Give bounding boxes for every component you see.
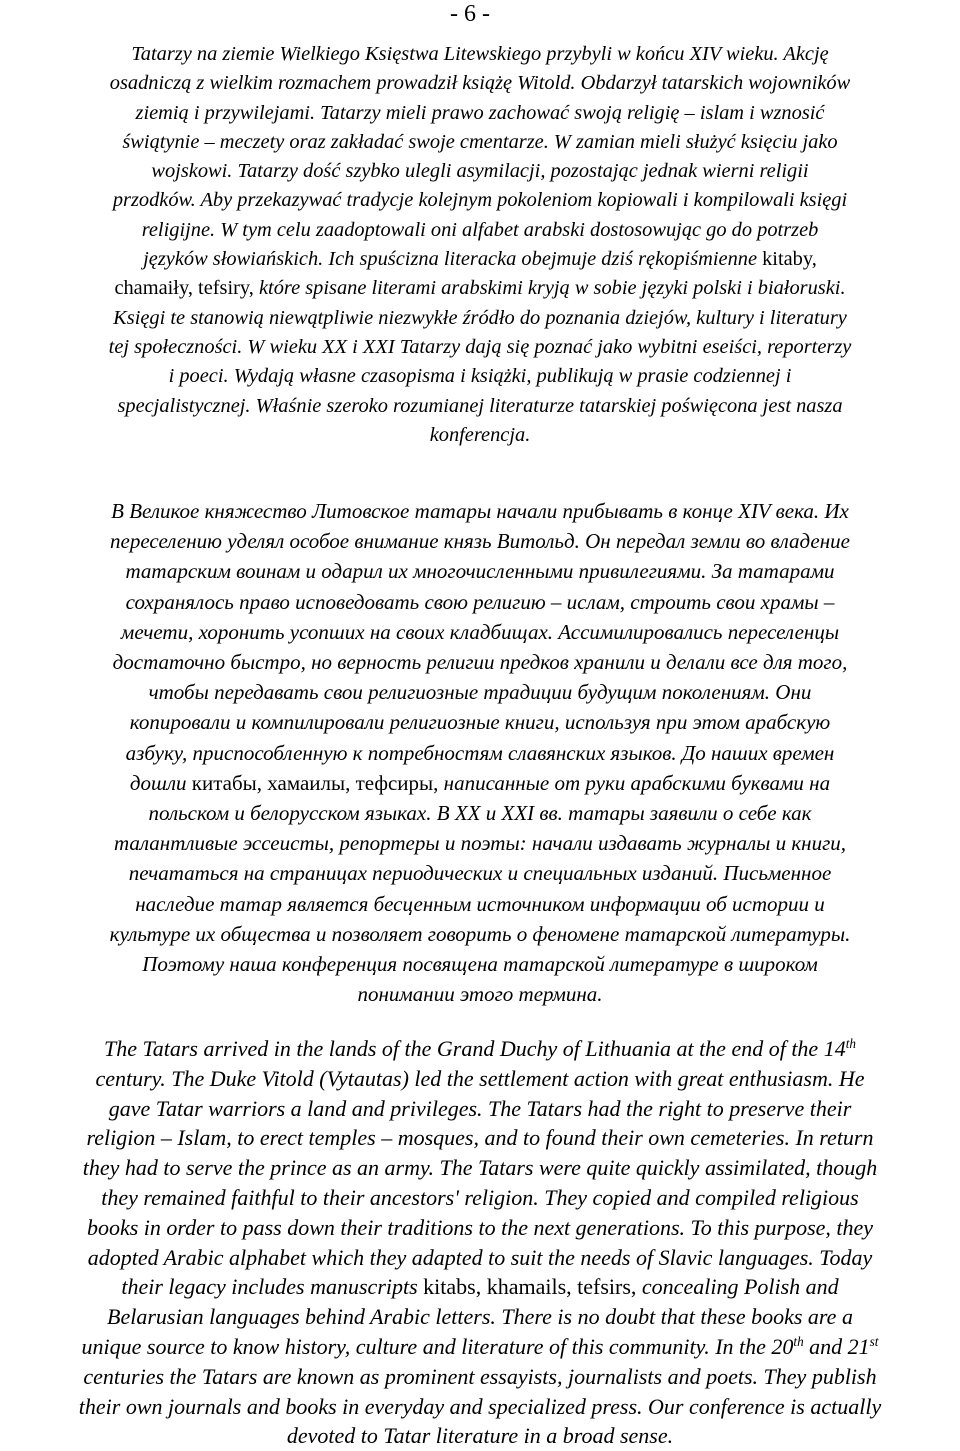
text-run: копировали и компилировали религиозные книги, используя при этом арабскую bbox=[129, 710, 831, 735]
polish-line bbox=[0, 392, 960, 421]
text-run: unique source to know history, culture and literature of this community. In the 20 bbox=[81, 1333, 794, 1359]
russian-line bbox=[0, 979, 960, 1009]
text-run: kitabs, khamails, tefsirs, bbox=[423, 1274, 637, 1300]
russian-line bbox=[0, 556, 960, 586]
english-line bbox=[0, 1034, 960, 1064]
english-line bbox=[0, 1302, 960, 1332]
text-run: konferencja. bbox=[429, 423, 531, 446]
text-run: osadniczą z wielkim rozmachem prowadził książę Witold. Obdarzył tatarskich wojowników bbox=[109, 72, 851, 95]
polish-line bbox=[0, 216, 960, 245]
paragraph-english bbox=[0, 1034, 960, 1451]
text-run: польском и белорусском языках. В XX и XXI вв. татары заявили о себе как bbox=[148, 801, 812, 826]
polish-line bbox=[0, 186, 960, 215]
text-run: Księgi te stanowią niewątpliwie niezwykłe źródło do poznania dziejów, kultury i literatury bbox=[113, 306, 847, 329]
text-run: печататься на страницах периодических и специальных изданий. Письменное bbox=[128, 861, 832, 886]
superscript: th bbox=[793, 1334, 804, 1350]
text-run: chamaiły, tefsiry, bbox=[114, 277, 254, 300]
text-run: i poeci. Wydają własne czasopisma i książki, publikują w prasie codziennej i bbox=[168, 365, 792, 388]
english-line bbox=[0, 1123, 960, 1153]
superscript: th bbox=[845, 1036, 856, 1052]
polish-line bbox=[0, 421, 960, 450]
text-run: które spisane literami arabskimi kryją w sobie języki polski i białoruski. bbox=[253, 277, 846, 300]
english-line bbox=[0, 1094, 960, 1124]
english-line bbox=[0, 1272, 960, 1302]
text-run: сохранялось право исповедовать свою религию – ислам, строить свои храмы – bbox=[125, 589, 835, 614]
english-line bbox=[0, 1064, 960, 1094]
text-run: religion – Islam, to erect temples – mosques, and to found their own cemeteries. In return bbox=[86, 1125, 874, 1151]
text-run: świątynie – meczety oraz zakładać swoje cmentarze. W zamian mieli służyć księciu jako bbox=[122, 130, 838, 153]
english-line bbox=[0, 1213, 960, 1243]
english-line bbox=[0, 1392, 960, 1422]
russian-line bbox=[0, 647, 960, 677]
text-run: Поэтому наша конференция посвящена татарской литературе в широком bbox=[142, 952, 818, 977]
russian-line bbox=[0, 677, 960, 707]
page-number: - 6 - bbox=[450, 1, 490, 27]
russian-line bbox=[0, 707, 960, 737]
text-run: написанные от руки арабскими буквами на bbox=[438, 770, 831, 795]
text-run: The Tatars arrived in the lands of the Grand Duchy of Lithuania at the end of the 14 bbox=[104, 1036, 846, 1061]
text-run: В Великое княжество Литовское татары начали прибывать в конце XIV века. Их bbox=[111, 499, 849, 523]
text-run: tej społeczności. W wieku XX i XXI Tatarzy dają się poznać jako wybitni eseiści, reporterzy bbox=[108, 335, 852, 358]
text-run: понимании этого термина. bbox=[357, 982, 603, 1007]
text-run: języków słowiańskich. Ich spuścizna literacka obejmuje dziś rękopiśmienne bbox=[143, 248, 763, 271]
text-run: devoted to Tatar literature in a broad sense. bbox=[286, 1423, 674, 1449]
russian-line bbox=[0, 738, 960, 768]
text-run: Belarusian languages behind Arabic letters. There is no doubt that these books are a bbox=[107, 1304, 853, 1330]
polish-line bbox=[0, 245, 960, 274]
russian-line bbox=[0, 496, 960, 526]
russian-line bbox=[0, 587, 960, 617]
russian-line bbox=[0, 828, 960, 858]
text-run: they remained faithful to their ancestors' religion. They copied and compiled religious bbox=[101, 1184, 859, 1210]
russian-line bbox=[0, 919, 960, 949]
text-run: китабы, хамаилы, тефсиры, bbox=[191, 770, 439, 795]
english-line bbox=[0, 1362, 960, 1392]
polish-line bbox=[0, 362, 960, 391]
text-run: gave Tatar warriors a land and privileges. The Tatars had the right to preserve their bbox=[108, 1095, 852, 1121]
text-run: specjalistycznej. Właśnie szeroko rozumianej literaturze tatarskiej poświęcona jest nasza bbox=[117, 394, 843, 417]
polish-line bbox=[0, 274, 960, 303]
russian-line bbox=[0, 858, 960, 888]
polish-line bbox=[0, 40, 960, 69]
polish-line bbox=[0, 304, 960, 333]
text-run: they had to serve the prince as an army. The Tatars were quite quickly assimilated, though bbox=[82, 1155, 878, 1181]
text-run: wojskowi. Tatarzy dość szybko ulegli asymilacji, pozostając jednak wierni religii bbox=[151, 160, 809, 183]
text-run: century. The Duke Vitold (Vytautas) led the settlement action with great enthusiasm. He bbox=[95, 1065, 865, 1091]
text-run: талантливые эссеисты, репортеры и поэты: начали издавать журналы и книги, bbox=[113, 831, 847, 856]
english-line bbox=[0, 1153, 960, 1183]
text-run: przodków. Aby przekazywać tradycje kolejnym pokoleniom kopiowali i kompilowali księgi bbox=[112, 189, 848, 212]
paragraph-russian bbox=[0, 496, 960, 1009]
russian-line bbox=[0, 526, 960, 556]
text-run: kitaby, bbox=[762, 248, 817, 271]
polish-line bbox=[0, 128, 960, 157]
polish-line bbox=[0, 99, 960, 128]
text-run: ziemią i przywilejami. Tatarzy mieli prawo zachować swoją religię – islam i wznosić bbox=[135, 101, 825, 124]
text-run: Tatarzy na ziemie Wielkiego Księstwa Litewskiego przybyli w końcu XIV wieku. Akcję bbox=[131, 43, 829, 65]
english-line bbox=[0, 1243, 960, 1273]
text-run: наследие татар является бесценным источником информации об истории и bbox=[135, 891, 825, 916]
paragraph-polish bbox=[0, 40, 960, 450]
text-run: достаточно быстро, но верность религии предков хранили и делали все для того, bbox=[112, 650, 848, 675]
text-run: their own journals and books in everyday and specialized press. Our conference is actually bbox=[78, 1393, 882, 1419]
text-run: adopted Arabic alphabet which they adapted to suit the needs of Slavic languages. Today bbox=[87, 1244, 873, 1270]
text-run: religijne. W tym celu zaadoptowali oni alfabet arabski dostosowując go do potrzeb bbox=[141, 218, 819, 241]
text-run: азбуку, приспособленную к потребностям славянских языков. До наших времен bbox=[125, 740, 835, 765]
russian-line bbox=[0, 768, 960, 798]
text-run: татарским воинам и одарил их многочисленными привилегиями. За татарами bbox=[125, 559, 835, 584]
russian-line bbox=[0, 889, 960, 919]
english-line bbox=[0, 1183, 960, 1213]
russian-line bbox=[0, 617, 960, 647]
polish-line bbox=[0, 69, 960, 98]
text-run: культуре их общества и позволяет говорить о феномене татарской литературы. bbox=[109, 921, 851, 946]
text-run: чтобы передавать свои религиозные традиции будущим поколениям. Они bbox=[148, 680, 812, 705]
text-run: their legacy includes manuscripts bbox=[121, 1274, 424, 1300]
text-run: concealing Polish and bbox=[636, 1274, 839, 1300]
polish-line bbox=[0, 333, 960, 362]
russian-line bbox=[0, 949, 960, 979]
text-run: переселению уделял особое внимание князь Витольд. Он передал земли во владение bbox=[110, 529, 850, 554]
russian-line bbox=[0, 798, 960, 828]
superscript: st bbox=[869, 1334, 879, 1350]
text-run: books in order to pass down their traditions to the next generations. To this purpose, they bbox=[86, 1214, 874, 1240]
text-run: centuries the Tatars are known as prominent essayists, journalists and poets. They publish bbox=[83, 1363, 877, 1389]
text-run: мечети, хоронить усопших на своих кладбищах. Ассимилировались переселенцы bbox=[120, 619, 840, 644]
text-run: and 21 bbox=[803, 1333, 870, 1359]
polish-line bbox=[0, 157, 960, 186]
english-line bbox=[0, 1332, 960, 1362]
text-run: дошли bbox=[129, 770, 192, 795]
